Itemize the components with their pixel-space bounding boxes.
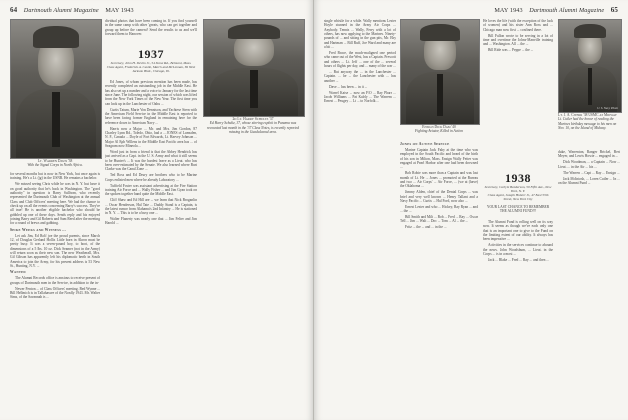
photo-credit: U. S. Navy Photo	[597, 106, 618, 110]
caption-name: Ensign Dick Dam '40	[422, 125, 456, 129]
page-number: 65	[610, 6, 618, 14]
paragraph: Activities in the services continue to abound the news. John Woodsbum, ... Lieut. in the Corps ... is in a most ...	[483, 243, 553, 256]
portrait-photo-davis	[10, 19, 102, 159]
photo-cap	[420, 24, 461, 41]
page-number: 64	[10, 6, 18, 14]
paragraph: The Alumni Fund is rolling well on its way now. It seems as though we've each only one that is an important one to give to the Fund on the limiting extent of our ability. It always has been imperative ...	[483, 220, 553, 242]
photo-caption	[400, 125, 478, 134]
issue-date: MAY 1943	[105, 7, 134, 14]
paragraph: Harris now a Major ... Mr. and Mrs. Jim Gordon, 87 Charley Lynn Rd., Toledo, Ohio, had a ... JONES of Lumsden, N. F., Canada ... Doyle of Fort Edwards, Lt. Harvey Johnson ... Major Al Eph Willens in the Middle East Pacific area has ... of Seagram now Mineola ...	[105, 126, 197, 148]
text-column-5	[483, 19, 553, 169]
photo-tie	[52, 92, 59, 147]
right-page	[314, 0, 628, 420]
paragraph: Marine Captain Jack Fahy at the time who was employed in the South Pacific and heard of the birth of his son in Milton, Mass. Ensign Wally Feiter was engaged at Pearl Harbor after one had been drowned ...	[400, 147, 478, 170]
paragraph: for several months but is now in New York, but once again is training. He's a Lt. (jg) in the USNR. He remains a bachelor.	[10, 172, 100, 181]
paragraph: Let ask Jim, Ed Rolf joe the proud parents, since March 12, of Douglas Gerland Hollis Little born in Akron must be pretty busy. It was a seven-pound boy, to boot, of the dimensions of a 5 lbs. 10 oz. Dick Seamer (not in the Army) will return soon as their new son. The new Weatherall, Mrs. Gil Gibson has apparently left his diplomatic berth in South America to join the Army, for his present address is 53 New St., Hunting, N.Y. ...	[10, 233, 100, 269]
paragraph: Bill Smith and Milt ... Bob ... Fred ... Ray ... Oscar Tell ... Jim ... Walt ... Doc ... Tom ... Al ... the ...	[400, 215, 478, 224]
paragraph: Ernest Lester and who ... Hickey, Ray Ryan ... and ... the ...	[400, 204, 478, 214]
paragraph: Tuffield Foster was assistant advertising at the Fire Station training Air Force and ... Wally Fisher ... and Jim Gyan took on the spoken together hand quite the Middle East.	[105, 183, 197, 197]
photo-caption	[558, 113, 620, 130]
text-column-6	[558, 150, 620, 416]
caption-text: Lt. Cutler had the honor of reading the Marines birthday message to his men on Nov. 10, on the Island of Midway.	[558, 117, 617, 130]
section-subhead: Jones on Active Service	[400, 142, 450, 146]
paragraph: The Warren ... Capt ... Ray ... Ensign ...	[563, 170, 620, 175]
paragraph: Newer Fenton ... of Class Officers' meeting. Bed Wynne ... Bill Hellmich is in Tallahassee of the Nonfly 1943. Mr. Walter Sims, of the Savannah is ...	[10, 286, 100, 300]
photo-tie	[250, 70, 258, 108]
caption-text: Fighting Aviator, Killed in Action	[415, 129, 463, 134]
text-column-2-body	[105, 80, 197, 416]
paragraph: Walter Flanerty was nearly one that ... Jim Felter and Jim Harold ...	[105, 217, 197, 226]
class-agent: Class Agent, Joseph Hubert Jr., 47 East 53th Street, New York City	[487, 193, 549, 201]
magazine-title: Dartmouth Alumni Magazine	[23, 7, 99, 14]
class-year: 1938	[505, 171, 531, 185]
photo-caption	[10, 159, 100, 168]
right-page-header	[494, 6, 618, 14]
photo-cap	[228, 24, 280, 39]
class-year: 1937	[138, 47, 164, 61]
caption-name: 2d Lt. Harry Schultz '37	[232, 117, 274, 121]
section-subhead: Wanted	[10, 270, 26, 275]
paragraph: Bill Fallon wrote to be serving in a lot of time and overtime the Johns-Manville training and ... Washington. All ... the ...	[483, 33, 553, 47]
paragraph: Jimmy Alden, chief of the Dental Corps ... was brief and very well known ... Henry Tallant and a Navy Pacific ... Curtis ... Hal Ford, now also ...	[400, 190, 478, 203]
class-heading-1937	[105, 48, 197, 73]
paragraph: Curtis Tatum, Marie Von Dennison, and Yachtese Stern with the American Field Service in the Middle East is reported to have been facing former England in remaining here for the reference down to American Navy ...	[105, 107, 197, 125]
paragraph: Ted Ross and Ed Drury are brothers who to be Marine Corps enlisted men where he already Laboratory ...	[105, 173, 197, 182]
paragraph: Fritz ... the ... and ... in the ...	[405, 225, 447, 230]
caption-name: Lt. Warren Davis '38	[37, 159, 73, 163]
paragraph: He loves the life (with the exception of the lack of women) and his sister Ann Ross and ... Chicago man now first ... confined there.	[483, 19, 553, 32]
portrait-photo-citerr	[558, 19, 622, 113]
paragraph: Fred Brace, the much-maligned one period who came out of the West, has a Captain. Prescott and others ... Lt. Jeff ... one of the ... several hours of flights per day, and ... many of the war ...	[324, 51, 396, 69]
portrait-photo-schultz	[203, 19, 305, 117]
text-column-4	[400, 140, 478, 416]
text-column-1	[10, 172, 100, 416]
portrait-photo-dam	[400, 19, 480, 125]
paragraph: single whistle for a while. Wally mentions Lester Hoyle stunned in the Army Air Corps ... Anybody. Tennis ... Wally, Ferry with a lot of others, has now applying to the Marines. Ninety-pounds of ... and sitting in the gun pits, Mr. Eby and Hartman ... Bill Ruff, Joe Ward and many are a bit ...	[324, 19, 396, 50]
caption-name: Lt. J. A. Citerr '38 USMC at Midway	[558, 113, 617, 117]
paragraph: Word just in from a friend is that the Abbey Hendrick has just arrived as a Capt. in the U. S. Army and what it still seems to be Hunter's ... It was the hardest leave as a Lieut. who has been over-estimated by the Senate. We also learned where Burt Clarke was the Canal Zone ...	[105, 149, 197, 172]
paragraph: We missed seeing Chris while he was in N. Y. but have it on good authority that he's back in Washington. The "good authority" in question is Barry Sullivan, who recently represented the Dartmouth Club of Washington at the annual Class and Club Officers' meeting here. We had the chance to check up on all the events concerning Barry's success. They're all true! He is another eligible bachelor who should be gobbled up one of these days. Sends reply and his enjoyed joining Barry and Gil Roberts and Sam Reed after the meeting for a round of brews and gabbing.	[10, 182, 100, 226]
paragraph: Jack ... Blake ... Fred ... Ray ... and then ...	[488, 257, 549, 262]
photo-tie	[588, 68, 593, 105]
photo-caption	[203, 117, 303, 134]
left-page-header	[10, 6, 134, 14]
paragraph: Warrel Kaise ... now an F/O ... Ray Pharr ... Jacob Williams ... Pat Kalrly ... The Warrem ... Ernest ... Peugey ... Lt ... to Norfolk ...	[324, 90, 396, 104]
photo-cap	[33, 26, 80, 48]
paragraph: Bill Ride was ... Peppe ... the ...	[488, 48, 534, 53]
magazine-title: Dartmouth Alumni Magazine	[529, 7, 605, 14]
class-agent: Class Agent, Frederick A. Castle, March and McLennan, 69 West Jackson Blvd., Chicago, Ill.	[106, 65, 196, 73]
paragraph: duke, Warrenton, Ranger Brickel, Bert Meyer, and Lewis Howie ... engaged in ...	[558, 150, 620, 159]
text-column-3	[324, 19, 396, 416]
caption-text: Ed Harry Schultz, 37, whose stirring exploit in Panama was recounted last month in the '37 Class Notes, is recently reported missing in the Guadalcanal area.	[206, 121, 300, 134]
issue-date: MAY 1943	[494, 7, 523, 14]
section-subhead: Spike Weeks and Witness ...	[10, 227, 66, 232]
caption-text: With the Signal Corps in North Africa.	[27, 163, 83, 168]
paragraph: Jack McIntosh, ... Loren Cutler ... In ... on the Alumni Fund ...	[558, 176, 620, 185]
paragraph: ... But anyway the ... in the Lanchester ... Captain. ... he ... the Lanchester with ... has another ...	[324, 69, 396, 83]
paragraph: The Alumni Records office is anxious to receive present of groups of Dartmouth men in the Service, in addition to the in-	[10, 276, 100, 285]
text-column-5-body	[483, 220, 553, 416]
paragraph: Dick Woodman, ... a Captain ... Now ... Lieut. ... in the Air ... his ...	[558, 160, 620, 169]
alumni-fund-notice: YOUR LAST CHANCE TO REMEMBER THE ALUMNI FUND!!!	[486, 205, 550, 214]
paragraph: dividual photos that have been coming in. If you find yourself in the same camp with other 'greats, who can get together and group up before the camera? Send the results to us and we'll forward them to Hanover.	[105, 19, 197, 37]
paragraph: Dave ... has been ... in it ...	[329, 84, 368, 89]
photo-cap	[574, 24, 606, 39]
paragraph: Ed Jones, of whom previous mention has been made, has recently completed an outstanding job in the Middle East. He has also set up a number and a voice to January for the last time since June. The following night, our session of which was lifted from the New York Times of the New Year. The first time you can look up in the Lanchester of Oahu ...	[105, 80, 197, 106]
photo-tie	[437, 74, 443, 116]
paragraph: Bob Robie was more than a Captain and was last month of Lt. He ... Jones ... promoted at the Bureau and two ... Air Corps' ... Air Force, ... (we at (have) the Oklahoma ...	[400, 171, 478, 189]
class-secretary: Secretary, John H. Devlin Jr., 54 Stone Rd., Belmont, Mass.	[110, 61, 192, 65]
class-heading-1938	[483, 172, 553, 201]
class-secretary: Secretary, Carlyle Benderson, 50 Fifth Ave., New York, N. Y.	[484, 185, 552, 193]
paragraph: Cliff Shaw and Ed Hill are ... we learn that Nick Broganlin ... Oscar Henderson, Hal Tate ... Daddy Stand is a Captain, is the latest rumor from Alabama's 2nd Infantry ... He is stationed in N. Y. ... This is to be a busy one ...	[105, 198, 197, 216]
